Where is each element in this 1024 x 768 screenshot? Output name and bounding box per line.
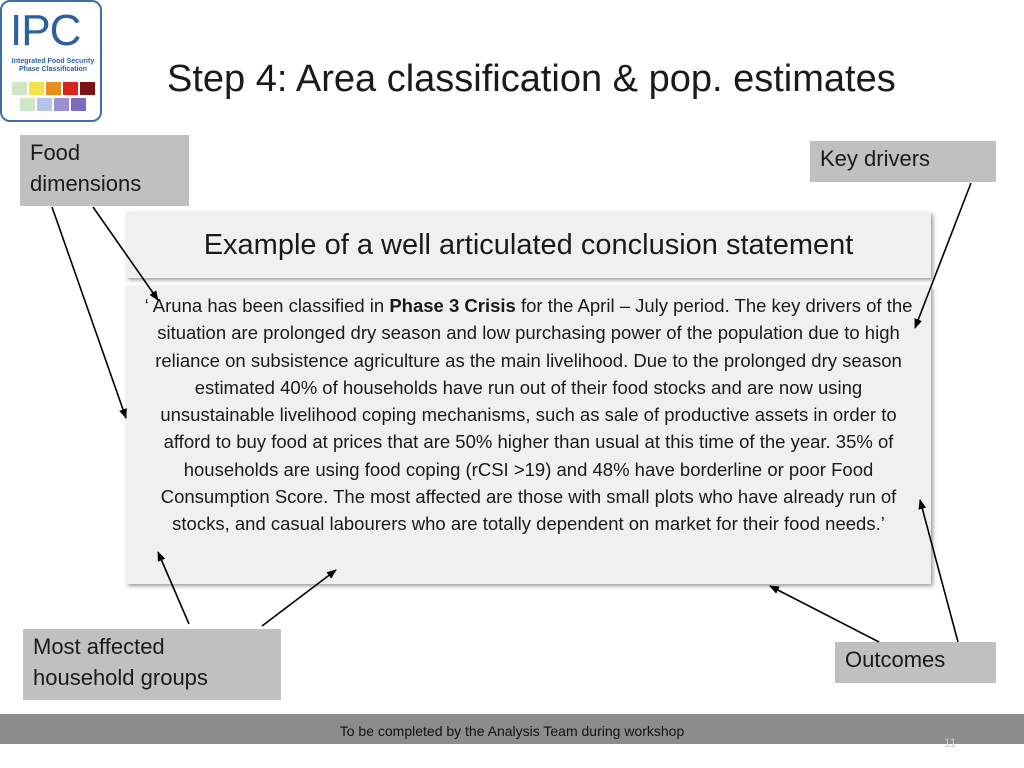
- logo-subtitle-line-1: Integrated Food Security: [11, 58, 95, 65]
- statement-text-start: ‘ Aruna has been classified in: [144, 295, 390, 316]
- arrow-key-drivers: [915, 183, 971, 328]
- statement-phase-phrase: Phase 3 Crisis: [389, 295, 516, 316]
- footer-note: To be completed by the Analysis Team during workshop: [339, 723, 685, 739]
- tag-outcomes: Outcomes: [835, 642, 996, 683]
- statement-heading: Example of a well articulated conclusion statement: [203, 229, 854, 261]
- footer-bar: [0, 714, 1024, 744]
- arrow-outcomes-2: [770, 586, 879, 642]
- page-number: 11: [944, 736, 957, 750]
- tag-key-drivers: Key drivers: [810, 141, 996, 182]
- arrow-most-affected-2: [262, 570, 336, 626]
- arrow-outcomes-1: [920, 500, 958, 642]
- slide-title: Step 4: Area classification & pop. estimates: [167, 58, 896, 100]
- logo-subtitle-line-2: Phase Classification: [18, 66, 88, 73]
- arrow-most-affected-1: [158, 552, 189, 624]
- tag-most-affected: Most affected household groups: [23, 629, 281, 700]
- tag-food-dimensions: Food dimensions: [20, 135, 189, 206]
- arrow-food-dimensions-1: [93, 207, 158, 300]
- statement-text-rest: for the April – July period. The key drivers of the situation are prolonged dry season and low purchasing power of the population due to high reliance on subsistence agriculture as the main livelihood. Due to the prolonged dry season estimated 40% of households have run out of their food stocks and are now using unsustainable livelihood coping mechanisms, such as sale of productive assets in order to afford to buy food at prices that are 50% higher than usual at this time of the year. 35% of households are using food coping (rCSI >19) and 48% have borderline or poor Food Consumption Score. The most affected are those with small plots who have already run of stocks, and casual labourers who are totally dependent on market for their food needs.’: [155, 295, 913, 535]
- logo-mark: IPC: [10, 6, 81, 55]
